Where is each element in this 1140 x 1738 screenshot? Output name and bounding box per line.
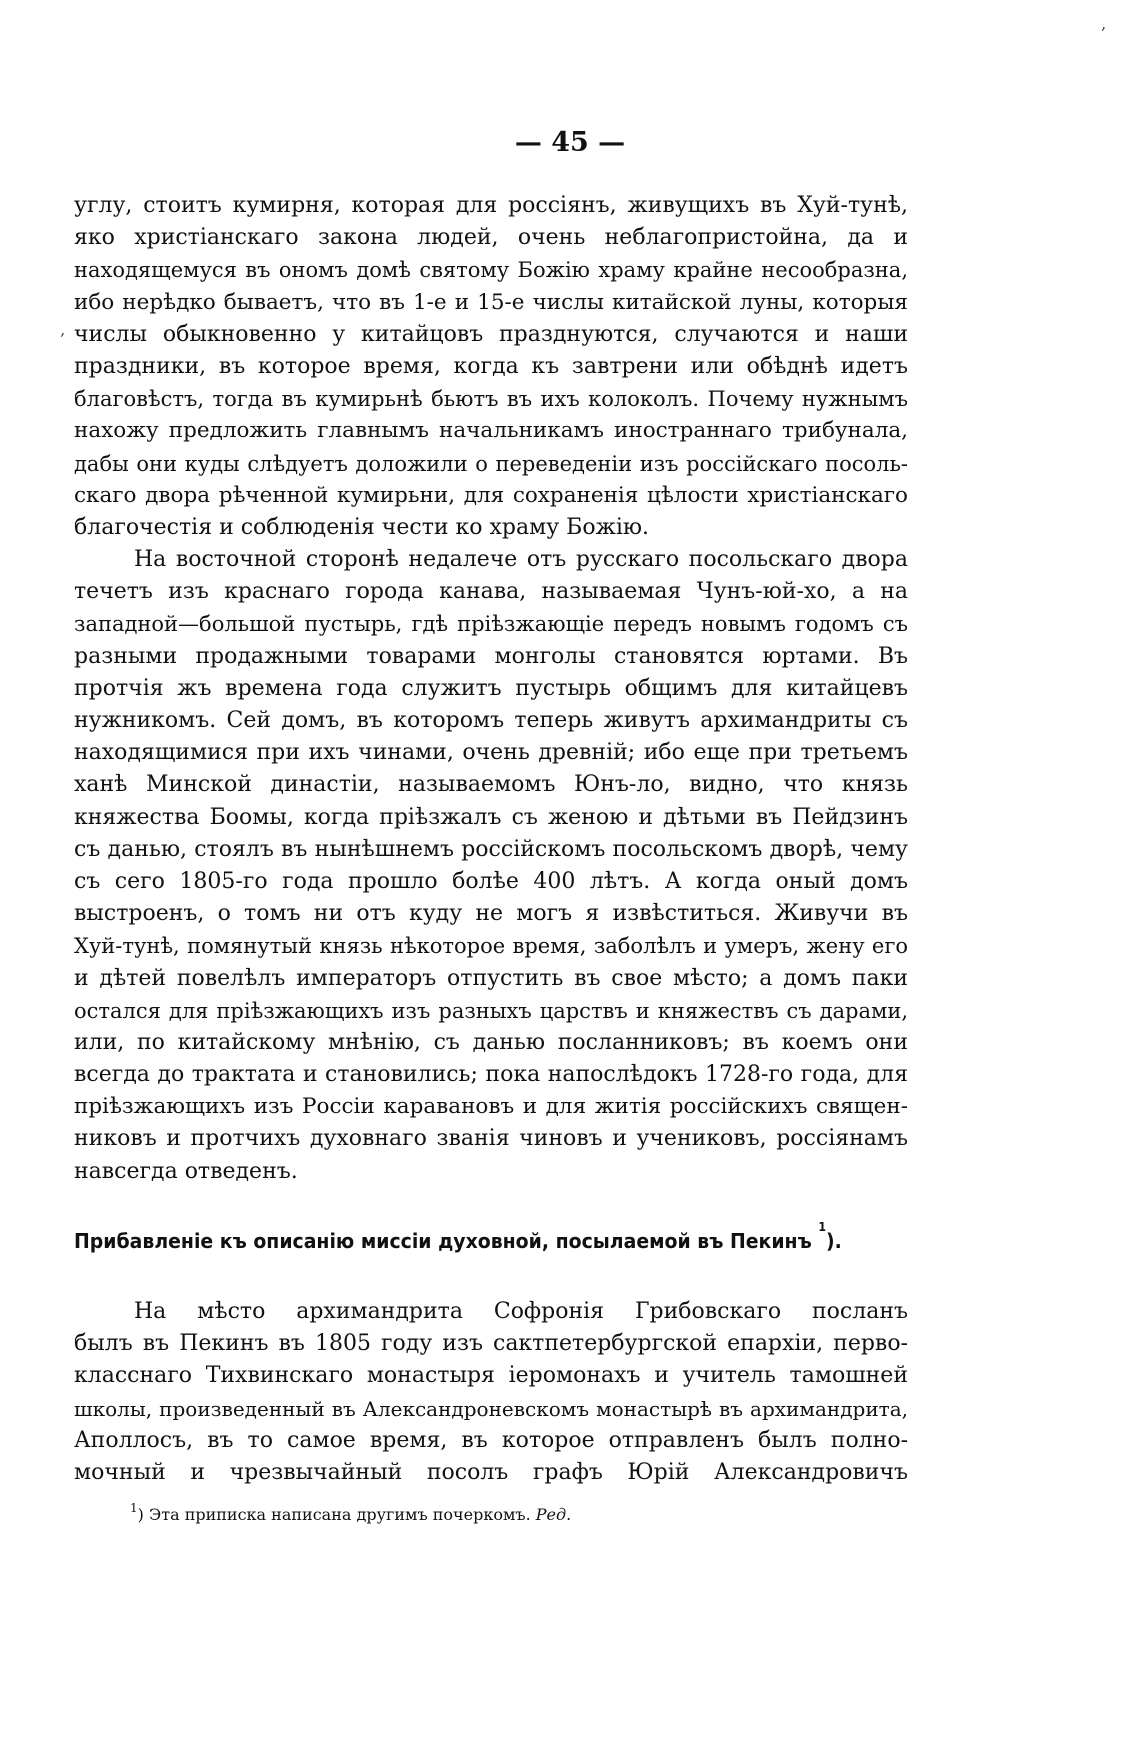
text-line: течетъ изъ краснаго города канава, называемая Чунъ-юй-хо, а на xyxy=(74,579,908,605)
text-line: западной—большой пустырь, гдѣ пріѣзжающіе передъ новымъ годомъ съ xyxy=(74,612,908,637)
body-text-section-1 xyxy=(74,190,908,1188)
text-line: и дѣтей повелѣлъ императоръ отпустить въ свое мѣсто; а домъ паки xyxy=(74,965,908,991)
text-line: школы, произведенный въ Александроневскомъ монастырѣ въ архимандрита, xyxy=(74,1396,908,1421)
text-line: всегда до трактата и становились; пока напослѣдокъ 1728-го года, для xyxy=(74,1062,908,1088)
text-line: пріѣзжающихъ изъ Россіи каравановъ и для житія россійскихъ священ- xyxy=(74,1094,908,1120)
footnote-editor-note: Ред. xyxy=(535,1505,572,1524)
footnote-marker: 1 xyxy=(130,1501,138,1515)
text-line: нахожу предложить главнымъ начальникамъ иностраннаго трибунала, xyxy=(74,418,908,444)
text-line: благочестія и соблюденія чести ко храму Божію. xyxy=(74,514,649,540)
text-line: На восточной сторонѣ недалече отъ русскаго посольскаго двора xyxy=(134,547,908,573)
text-line: ханѣ Минской династіи, называемомъ Юнъ-ло, видно, что князь xyxy=(74,772,908,798)
text-line: съ данью, стоялъ въ нынѣшнемъ россійскомъ посольскомъ дворѣ, чему xyxy=(74,836,908,862)
text-line: былъ въ Пекинъ въ 1805 году изъ сактпетербургской епархіи, перво- xyxy=(74,1331,908,1357)
section-heading-text: Прибавленіе къ описанію миссіи духовной, посылаемой въ Пекинъ xyxy=(74,1229,812,1253)
text-line: Аполлосъ, въ то самое время, въ которое отправленъ былъ полно- xyxy=(74,1427,908,1453)
text-line: яко христіанскаго закона людей, очень неблагопристойна, да и xyxy=(74,225,908,251)
body-text-section-2 xyxy=(74,1296,908,1489)
text-line: нужникомъ. Сей домъ, въ которомъ теперь живутъ архимандриты съ xyxy=(74,708,908,733)
section-heading xyxy=(74,1221,847,1261)
footnote-text: ) Эта приписка написана другимъ почеркомъ. xyxy=(137,1505,531,1524)
margin-mark-top: ‚ xyxy=(1101,14,1107,33)
text-line: благовѣстъ, тогда въ кумирьнѣ бьютъ въ ихъ колоколъ. Почему нужнымъ xyxy=(74,387,908,412)
text-line: скаго двора рѣченной кумирьни, для сохраненія цѣлости христіанскаго xyxy=(74,482,908,508)
text-line: княжества Боомы, когда пріѣзжалъ съ женою и дѣтьми въ Пейдзинъ xyxy=(74,804,908,830)
section-heading-end: ). xyxy=(826,1229,842,1253)
footnote-ref: 1 xyxy=(818,1220,827,1234)
text-line: остался для пріѣзжающихъ изъ разныхъ царствъ и княжествъ съ дарами, xyxy=(74,998,908,1023)
text-line: разными продажными товарами монголы становятся юртами. Въ xyxy=(74,643,908,669)
text-line: класснаго Тихвинскаго монастыря іеромонахъ и учитель тамошней xyxy=(74,1363,908,1389)
margin-mark-left: ‚ xyxy=(60,320,66,339)
page-number: — 45 — xyxy=(514,127,626,158)
text-line: праздники, въ которое время, когда къ завтрени или обѣднѣ идетъ xyxy=(74,353,908,379)
text-line: дабы они куды слѣдуетъ доложили о переведеніи изъ россійскаго посоль- xyxy=(74,451,908,476)
text-line: находящемуся въ ономъ домѣ святому Божію храму крайне несообразна, xyxy=(74,258,908,283)
text-line: На мѣсто архимандрита Софронія Грибовскаго посланъ xyxy=(134,1299,908,1324)
text-line: ибо нерѣдко бываетъ, что въ 1-е и 15-е числы китайской луны, которыя xyxy=(74,289,908,315)
text-line: мочный и чрезвычайный посолъ графъ Юрій Александровичъ xyxy=(74,1459,908,1485)
footnote xyxy=(130,1502,850,1528)
text-line: Хуй-тунѣ, помянутый князь нѣкоторое время, заболѣлъ и умеръ, жену его xyxy=(74,934,908,959)
text-line: съ сего 1805-го года прошло болѣе 400 лѣтъ. А когда оный домъ xyxy=(74,868,908,894)
text-line: никовъ и протчихъ духовнаго званія чиновъ и учениковъ, россіянамъ xyxy=(74,1126,908,1152)
text-line: навсегда отведенъ. xyxy=(74,1158,298,1184)
text-line: находящимися при ихъ чинами, очень древній; ибо еще при третьемъ xyxy=(74,740,908,766)
text-line: углу, стоитъ кумирня, которая для россіянъ, живущихъ въ Хуй-тунѣ, xyxy=(74,193,908,218)
text-line: выстроенъ, о томъ ни отъ куду не могъ я извѣститься. Живучи въ xyxy=(74,901,908,927)
text-line: числы обыкновенно у китайцовъ празднуются, случаются и наши xyxy=(74,321,908,347)
text-line: протчія жъ времена года служитъ пустырь общимъ для китайцевъ xyxy=(74,675,908,701)
text-line: или, по китайскому мнѣнію, съ данью посланниковъ; въ коемъ они xyxy=(74,1029,908,1055)
